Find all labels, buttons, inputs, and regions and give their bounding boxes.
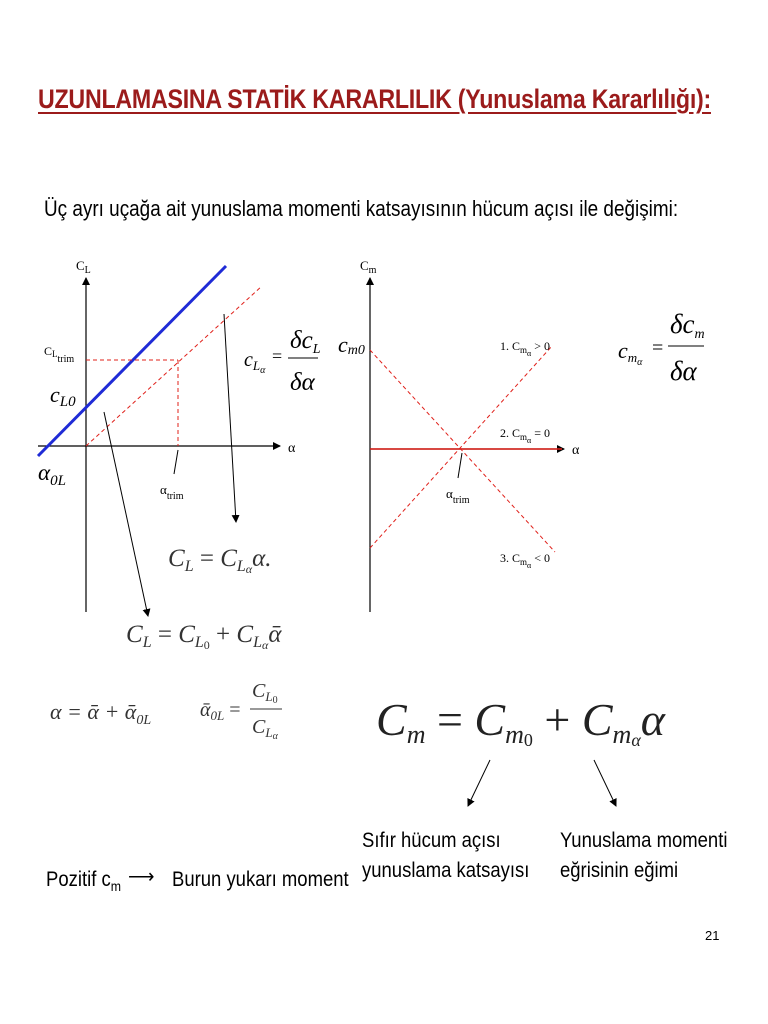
cm-line-1-label: 1. $C_{m\alpha} > 0$ bbox=[500, 339, 551, 358]
arrow-to-sifir bbox=[468, 760, 490, 806]
sifir-hucum-caption bbox=[362, 826, 529, 886]
cl-y-axis-label: $C_L$ bbox=[76, 258, 91, 276]
arrow-to-cl-affine bbox=[104, 412, 148, 616]
cm-alpha-trim-label: $\alpha_{trim}$ bbox=[446, 486, 470, 506]
cl-dashed-line bbox=[86, 286, 262, 446]
yunus-line-1: Yunuslama momenti bbox=[560, 829, 728, 852]
pozitif-text: Pozitif c bbox=[46, 868, 111, 891]
cma-formula bbox=[618, 309, 705, 386]
cm-line-3-label: 3. $C_{m\alpha} < 0$ bbox=[500, 551, 551, 570]
page-number: 21 bbox=[705, 928, 720, 943]
cm-line-negative-slope bbox=[370, 350, 555, 552]
arrow-to-yunuslama bbox=[594, 760, 616, 806]
cma-equals: = bbox=[652, 337, 664, 359]
alpha0l-denominator: $C_L\alpha$ bbox=[252, 716, 278, 742]
equation-cl-affine: $C_L = C_L0$ + $C_L\alpha ᾱ$ bbox=[126, 621, 282, 652]
cma-numerator: δcm bbox=[670, 309, 705, 342]
equation-cm: Cm = Cm0 + Cmαα bbox=[376, 694, 665, 750]
cm-alpha-plot bbox=[338, 258, 580, 612]
alpha0l-numerator: $C_L0$ bbox=[252, 680, 278, 706]
sifir-line-1: Sıfır hücum açısı bbox=[362, 829, 501, 852]
cm-line-positive-slope bbox=[370, 346, 552, 548]
cm-y-axis-label: $C_m$ bbox=[360, 258, 377, 276]
equation-alpha0l bbox=[200, 680, 282, 742]
arrow-to-cl-linear bbox=[224, 314, 236, 522]
sifir-line-2: yunuslama katsayısı bbox=[362, 859, 530, 882]
cl0-label: cL0 bbox=[50, 382, 76, 410]
cma-denominator: δα bbox=[670, 356, 697, 386]
page-subtitle: Üç ayrı uçağa ait yunuslama momenti katsayısının hücum açısı ile değişimi: bbox=[44, 196, 679, 221]
alpha-trim-pointer bbox=[174, 450, 178, 474]
equation-cl-linear: $C_L = C_L\alpha\alpha$. bbox=[168, 545, 272, 576]
pozitif-sub: m bbox=[110, 878, 121, 895]
cm-alpha-trim-pointer bbox=[458, 453, 462, 478]
yunuslama-egim-caption bbox=[560, 826, 727, 886]
pozitif-cm-label bbox=[46, 865, 121, 901]
alpha-trim-label: $\alpha_{trim}$ bbox=[160, 482, 184, 502]
cl-trim-label: $CL_{trim}$ bbox=[44, 344, 75, 365]
right-arrow-glyph: ⟶ bbox=[128, 865, 155, 888]
yunus-line-2: eğrisinin eğimi bbox=[560, 859, 679, 882]
alpha0l-label: $\alpha_{0L}$ bbox=[38, 460, 66, 489]
alpha0l-lhs: ᾱ$_{0L}$ = bbox=[200, 699, 241, 723]
cla-formula bbox=[244, 327, 321, 396]
equation-alpha: α = ᾱ + ᾱ$_{0L}$ bbox=[50, 699, 152, 728]
cm0-label: cm0 bbox=[338, 332, 365, 358]
cm-x-axis-label: α bbox=[572, 443, 580, 458]
cla-denominator: δα bbox=[290, 369, 315, 396]
cla-numerator: $\delta c_L$ bbox=[290, 327, 321, 357]
cma-lhs: cmα bbox=[618, 338, 643, 368]
cm-line-2-label: 2. $C_{m\alpha} = 0$ bbox=[500, 426, 551, 445]
burun-yukari-label: Burun yukarı moment bbox=[172, 868, 349, 891]
cla-equals: = bbox=[272, 346, 283, 366]
cla-lhs: $c_L\alpha$ bbox=[244, 349, 266, 376]
cl-x-axis-label: α bbox=[288, 441, 296, 456]
page-title: UZUNLAMASINA STATİK KARARLILIK (Yunuslama Kararlılığı): bbox=[38, 84, 711, 114]
